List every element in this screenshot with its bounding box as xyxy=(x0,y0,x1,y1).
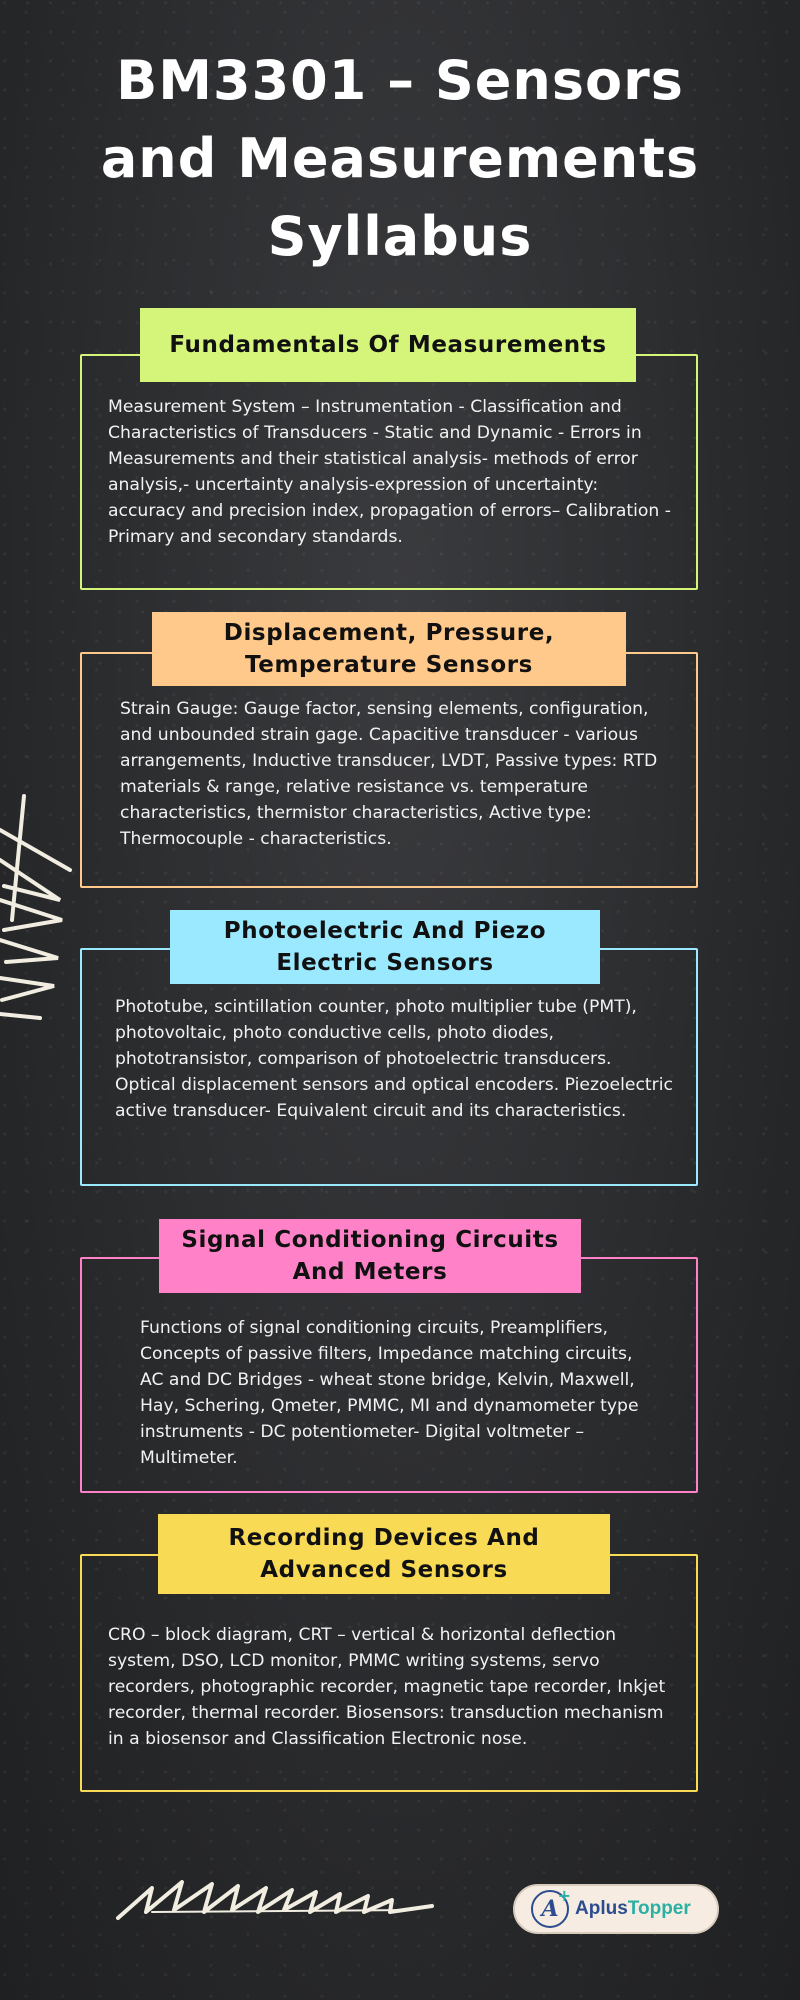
logo-text xyxy=(575,1898,691,1920)
section-body: CRO – block diagram, CRT – vertical & horizontal deflection system, DSO, LCD monitor, PMMC writing systems, servo recorders, photographic recorder, magnetic tape recorder, Inkjet recorder, thermal recorder. Biosensors: transduction mechanism in a biosensor and Classification Electronic nose. xyxy=(108,1625,666,1749)
logo-text-topper: Topper xyxy=(627,1898,691,1919)
section-heading: Displacement, Pressure, Temperature Sensors xyxy=(152,612,626,686)
section-body: Measurement System – Instrumentation - Classification and Characteristics of Transducers - Static and Dynamic - Errors in Measurements and their statistical analysis- methods of error analysis,- uncertainty analysis-expression of uncertainty: accuracy and precision index, propagation of errors– Calibration - Primary and secondary standards. xyxy=(108,397,671,547)
section-heading: Signal Conditioning Circuits And Meters xyxy=(159,1219,581,1293)
page-title: BM3301 – Sensors and Measurements Syllabus xyxy=(100,49,700,268)
section-body: Strain Gauge: Gauge factor, sensing elements, configuration, and unbounded strain gage. Capacitive transducer - various arrangements, Inductive transducer, LVDT, Passive types: RTD materials & range, relative resistance vs. temperature characteristics, thermistor characteristics, Active type: Thermocouple - characteristics. xyxy=(120,699,658,849)
section-heading: Fundamentals Of Measurements xyxy=(140,308,636,382)
logo-text-aplus: Aplus xyxy=(575,1898,628,1919)
aplustopper-logo-icon: A + xyxy=(531,1890,569,1928)
chalk-scribble-bottom xyxy=(112,1872,442,1922)
section-body: Phototube, scintillation counter, photo multiplier tube (PMT), photovoltaic, photo conductive cells, photo diodes, phototransistor, comparison of photoelectric transducers. Optical displacement sensors and optical encoders. Piezoelectric active transducer- Equivalent circuit and its characteristics. xyxy=(115,997,673,1121)
section-heading: Photoelectric And Piezo Electric Sensors xyxy=(170,910,600,984)
section-body: Functions of signal conditioning circuits, Preamplifiers, Concepts of passive filters, Impedance matching circuits, AC and DC Bridges - wheat stone bridge, Kelvin, Maxwell, Hay, Schering, Qmeter, PMMC, MI and dynamometer type instruments - DC potentiometer- Digital voltmeter – Multimeter. xyxy=(140,1318,639,1468)
chalk-scribble-left xyxy=(0,790,90,1030)
section-heading: Recording Devices And Advanced Sensors xyxy=(158,1514,610,1594)
aplustopper-logo[interactable] xyxy=(513,1884,719,1934)
